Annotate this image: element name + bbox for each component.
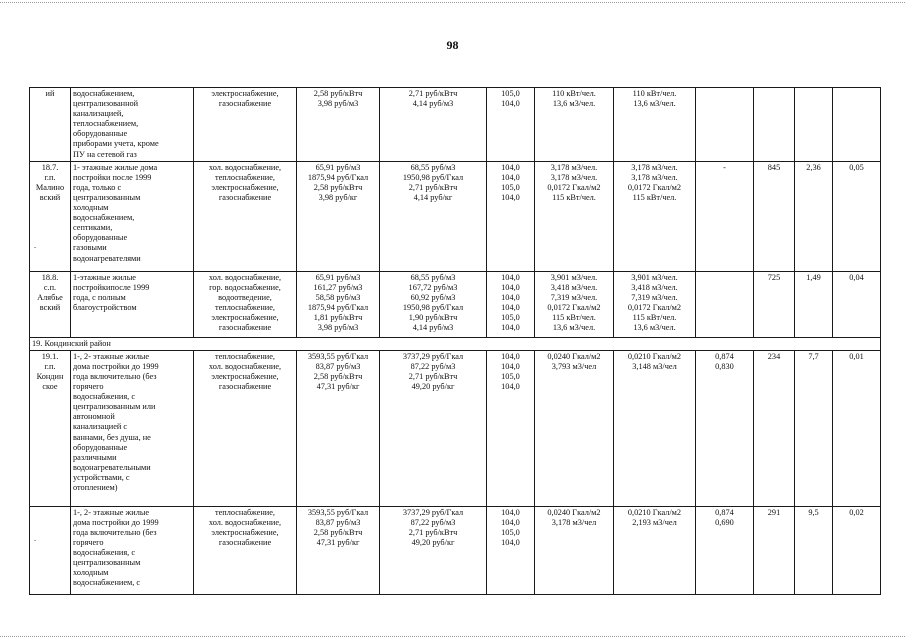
top-dotted-edge — [0, 2, 905, 3]
row-id: ий — [30, 88, 71, 162]
tariff-new: 3737,29 руб/Гкал 87,22 руб/м3 2,71 руб/кВтч 49,20 руб/кг — [380, 350, 487, 506]
utility-services: электроснабжение, газоснабжение — [194, 88, 297, 162]
table-row — [30, 506, 881, 594]
tariff-index: 104,0 104,0 104,0 104,0 105,0 104,0 — [487, 271, 535, 337]
norm-old: 110 кВт/чел. 13,6 м3/чел. — [535, 88, 614, 162]
value-cell: 0,02 — [833, 506, 881, 594]
tariff-old: 65,91 руб/м3 161,27 руб/м3 58,58 руб/м3 1875,94 руб/Гкал 1,81 руб/кВтч 3,98 руб/м3 — [297, 271, 380, 337]
tariff-new: 68,55 руб/м3 1950,98 руб/Гкал 2,71 руб/кВтч 4,14 руб/кг — [380, 161, 487, 271]
row-id: 19.1. г.п. Кондин ское — [30, 350, 71, 506]
value-cell: 2,36 — [795, 161, 833, 271]
value-cell: 1,49 — [795, 271, 833, 337]
value-cell: 291 — [754, 506, 795, 594]
bullet-mark: . — [34, 241, 37, 251]
norm-new: 0,0210 Гкал/м2 2,193 м3/чел — [614, 506, 696, 594]
row-id: 18.8. с.п. Алябье вский — [30, 271, 71, 337]
value-cell: 9,5 — [795, 506, 833, 594]
tariff-new: 68,55 руб/м3 167,72 руб/м3 60,92 руб/м3 1950,98 руб/Гкал 1,90 руб/кВтч 4,14 руб/м3 — [380, 271, 487, 337]
tariff-index: 104,0 104,0 105,0 104,0 — [487, 350, 535, 506]
value-cell: 0,05 — [833, 161, 881, 271]
bullet-mark: . — [34, 533, 37, 543]
tariff-old: 65,91 руб/м3 1875,94 руб/Гкал 2,58 руб/кВтч 3,98 руб/кг — [297, 161, 380, 271]
value-cell: 725 — [754, 271, 795, 337]
housing-description: 1- этажные жилые дома постройки после 1999 года, только с централизованным холодным водоснабжением, септиками, оборудованные газовыми водонагревателями — [71, 161, 194, 271]
tariff-table — [29, 87, 881, 595]
value-cell: 234 — [754, 350, 795, 506]
norm-new: 3,901 м3/чел. 3,418 м3/чел. 7,319 м3/чел. 0,0172 Гкал/м2 115 кВт/чел. 13,6 м3/чел. — [614, 271, 696, 337]
norm-old: 3,178 м3/чел. 3,178 м3/чел. 0,0172 Гкал/м2 115 кВт/чел. — [535, 161, 614, 271]
value-cell: 0,04 — [833, 271, 881, 337]
utility-services: теплоснабжение, хол. водоснабжение, электроснабжение, газоснабжение — [194, 506, 297, 594]
table-row — [30, 88, 881, 162]
value-cell: 7,7 — [795, 350, 833, 506]
coefficient-cell: 0,874 0,830 — [696, 350, 754, 506]
housing-description: водоснабжением, централизованной канализацией, теплоснабжением, оборудованные приборами учета, кроме ПУ на сетевой газ — [71, 88, 194, 162]
tariff-index: 104,0 104,0 105,0 104,0 — [487, 506, 535, 594]
coefficient-cell: - — [696, 161, 754, 271]
tariff-old: 2,58 руб/кВтч 3,98 руб/м3 — [297, 88, 380, 162]
value-cell — [795, 88, 833, 162]
value-cell: 845 — [754, 161, 795, 271]
coefficient-cell: 0,874 0,690 — [696, 506, 754, 594]
norm-new: 0,0210 Гкал/м2 3,148 м3/чел — [614, 350, 696, 506]
norm-new: 110 кВт/чел. 13,6 м3/чел. — [614, 88, 696, 162]
row-id — [30, 506, 71, 594]
tariff-old: 3593,55 руб/Гкал 83,87 руб/м3 2,58 руб/кВтч 47,31 руб/кг — [297, 506, 380, 594]
tariff-index: 104,0 104,0 105,0 104,0 — [487, 161, 535, 271]
table-row — [30, 271, 881, 337]
row-id — [30, 161, 71, 271]
tariff-index: 105,0 104,0 — [487, 88, 535, 162]
tariff-new: 3737,29 руб/Гкал 87,22 руб/м3 2,71 руб/кВтч 49,20 руб/кг — [380, 506, 487, 594]
housing-description: 1-, 2- этажные жилые дома постройки до 1999 года включительно (без горячего водоснабжения, с централизованным холодным водоснабжением, с — [71, 506, 194, 594]
row-id-text: 18.7. г.п. Малино вский — [35, 162, 65, 202]
coefficient-cell — [696, 271, 754, 337]
table-row — [30, 350, 881, 506]
section-heading: 19. Кондинский район — [30, 337, 881, 350]
page-number: 98 — [446, 38, 459, 52]
utility-services: хол. водоснабжение, гор. водоснабжение, водоотведение, теплоснабжение, электроснабжение, газоснабжение — [194, 271, 297, 337]
utility-services: теплоснабжение, хол. водоснабжение, электроснабжение, газоснабжение — [194, 350, 297, 506]
value-cell — [754, 88, 795, 162]
table-row — [30, 161, 881, 271]
norm-old: 3,901 м3/чел. 3,418 м3/чел. 7,319 м3/чел. 0,0172 Гкал/м2 115 кВт/чел. 13,6 м3/чел. — [535, 271, 614, 337]
utility-services: хол. водоснабжение, теплоснабжение, электроснабжение, газоснабжение — [194, 161, 297, 271]
section-row — [30, 337, 881, 350]
value-cell: 0,01 — [833, 350, 881, 506]
norm-old: 0,0240 Гкал/м2 3,793 м3/чел — [535, 350, 614, 506]
tariff-new: 2,71 руб/кВтч 4,14 руб/м3 — [380, 88, 487, 162]
housing-description: 1-, 2- этажные жилые дома постройки до 1999 года включительно (без горячего водоснабжения, с централизованным или автономной канализацией с ваннами, без душа, не оборудованные различными водонагревательными устройствами, с отоплением) — [71, 350, 194, 506]
coefficient-cell — [696, 88, 754, 162]
tariff-old: 3593,55 руб/Гкал 83,87 руб/м3 2,58 руб/кВтч 47,31 руб/кг — [297, 350, 380, 506]
bottom-dotted-edge — [0, 636, 905, 637]
norm-new: 3,178 м3/чел. 3,178 м3/чел. 0,0172 Гкал/м2 115 кВт/чел. — [614, 161, 696, 271]
norm-old: 0,0240 Гкал/м2 3,178 м3/чел — [535, 506, 614, 594]
value-cell — [833, 88, 881, 162]
housing-description: 1-этажные жилые постройкипосле 1999 года, с полным благоустройством — [71, 271, 194, 337]
